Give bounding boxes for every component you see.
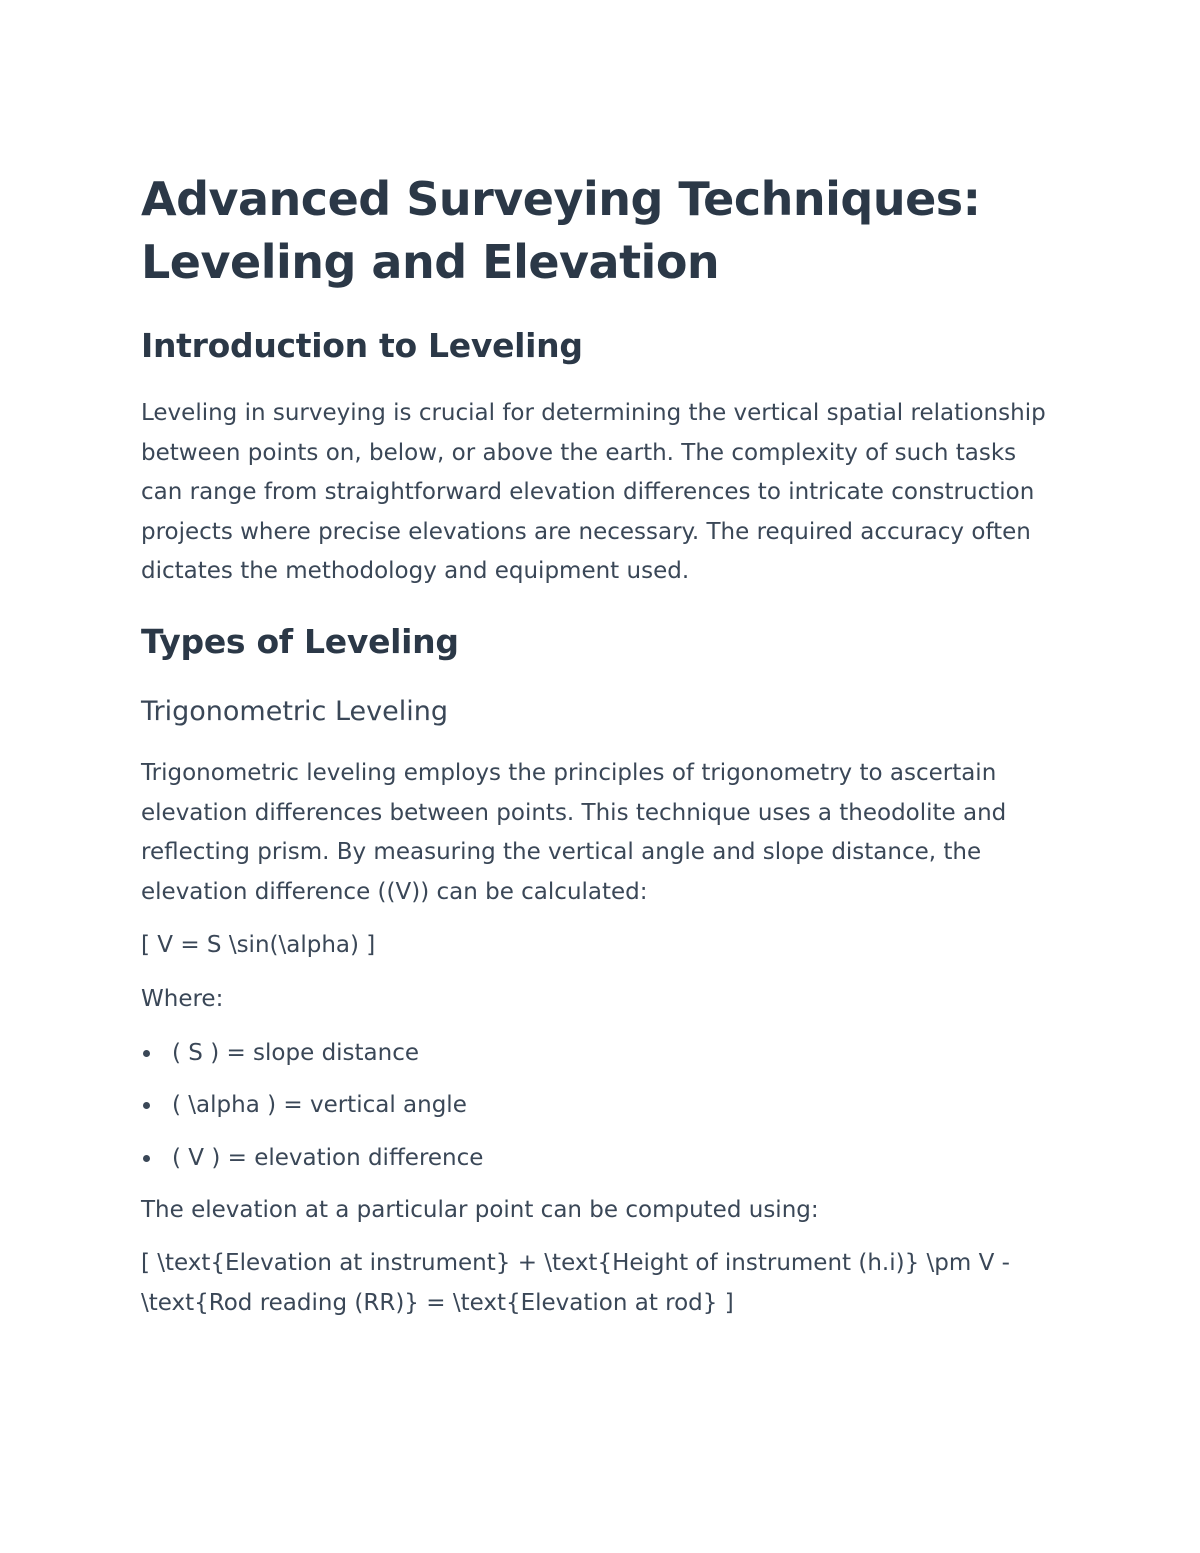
document-page	[141, 168, 1056, 1323]
definition-text: ( V ) = elevation difference	[172, 1144, 484, 1171]
list-item	[141, 1086, 1056, 1126]
list-item	[141, 1139, 1056, 1179]
bullet-icon	[143, 1155, 150, 1162]
trigonometric-paragraph: Trigonometric leveling employs the principles of trigonometry to ascertain elevation differences between points. This technique uses a theodolite and reflecting prism. By measuring the vertical angle and slope distance, the elevation difference ((V)) can be calculated:	[141, 759, 1007, 905]
definition-text: ( \alpha ) = vertical angle	[172, 1092, 467, 1119]
elevation-paragraph: The elevation at a particular point can be computed using:	[141, 1197, 819, 1224]
formula-elevation-at-rod: [ \text{Elevation at instrument} + \text{Height of instrument (h.i)} \pm V - \text{Rod reading (RR)} = \text{Elevation at rod} ]	[141, 1249, 1010, 1316]
list-item	[141, 1034, 1056, 1074]
section-heading-introduction: Introduction to Leveling	[141, 326, 583, 365]
definition-list	[141, 1034, 1056, 1179]
where-label: Where:	[141, 985, 224, 1012]
intro-paragraph: Leveling in surveying is crucial for determining the vertical spatial relationship between points on, below, or above the earth. The complexity of such tasks can range from straightforward elevation differences to intricate construction projects where precise elevations are necessary. The required accuracy often dictates the methodology and equipment used.	[141, 400, 1046, 585]
bullet-icon	[143, 1102, 150, 1109]
bullet-icon	[143, 1050, 150, 1057]
subsection-heading-trigonometric: Trigonometric Leveling	[141, 695, 448, 727]
definition-text: ( S ) = slope distance	[172, 1039, 420, 1066]
formula-elevation-difference: [ V = S \sin(\alpha) ]	[141, 932, 376, 959]
section-heading-types: Types of Leveling	[141, 621, 459, 661]
document-title: Advanced Surveying Techniques: Leveling and Elevation	[141, 172, 981, 289]
